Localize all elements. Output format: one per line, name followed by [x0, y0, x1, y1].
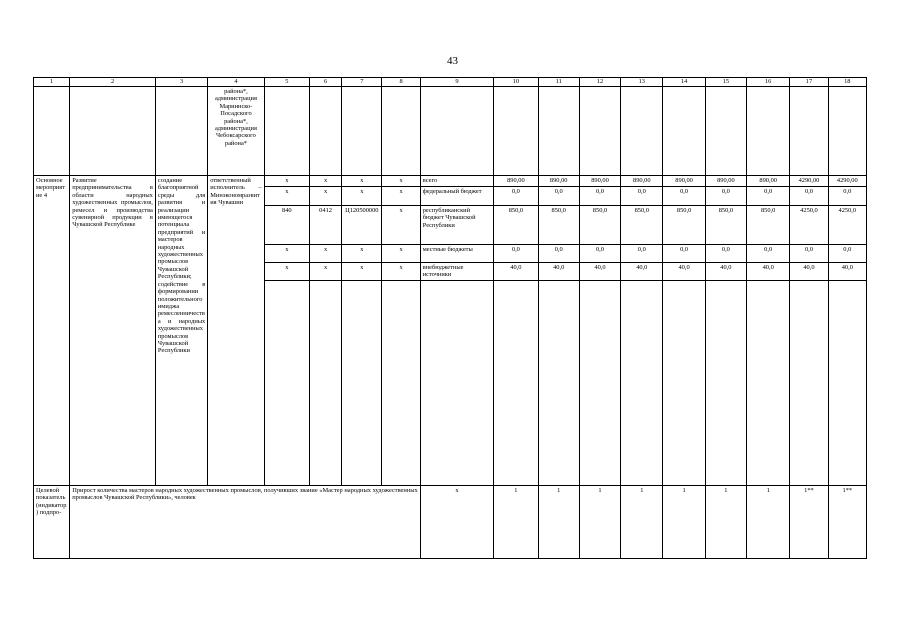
funding-source: внебюджетные источники [420, 263, 494, 281]
indicator-text: Прирост количества мастеров народных художественных промыслов, получивших звание «Мастер народных художественных промыслов Чувашской Республики», человек [70, 485, 420, 558]
column-header: 5 [264, 78, 309, 87]
event-label: Основное мероприятие 4 [34, 176, 70, 486]
event-goal: создание благоприятной среды для развития и реализации имеющегося потенциала предприятий и мастеров народных художественных промыслов Чувашской Республики; содействие в формировании положительного имиджа ремесленничества и народных художественных промыслов Чувашской Республики [155, 176, 207, 486]
column-header: 16 [747, 78, 790, 87]
funding-source: федеральный бюджет [420, 187, 494, 206]
funding-source: республиканский бюджет Чувашской Республики [420, 206, 494, 245]
column-header: 4 [208, 78, 264, 87]
table-row: х х х х внебюджетные источники 40,0 40,0 40,0 40,0 40,0 40,0 40,0 40,0 40,0 [34, 263, 867, 281]
column-header: 6 [309, 78, 341, 87]
funding-source: всего [420, 176, 494, 187]
header-row [34, 78, 867, 87]
column-header: 10 [494, 78, 538, 87]
indicator-label: Целевой показатель (индикатор) подпро- [34, 485, 70, 558]
column-header: 2 [70, 78, 156, 87]
column-header: 9 [420, 78, 494, 87]
table-row: х х х х федеральный бюджет 0,0 0,0 0,0 0,0 0,0 0,0 0,0 0,0 0,0 [34, 187, 867, 206]
column-header: 14 [663, 78, 705, 87]
funding-source: местные бюджеты [420, 245, 494, 263]
column-header: 12 [579, 78, 620, 87]
column-header: 1 [34, 78, 70, 87]
column-header: 8 [382, 78, 420, 87]
indicator-row: Целевой показатель (индикатор) подпро- Прирост количества мастеров народных художественных промыслов, получивших звание «Мастер народных художественных промыслов Чувашской Республики», человек х 1 1 1 1 1 1 1 1** 1** [34, 485, 867, 558]
column-header: 3 [155, 78, 207, 87]
column-header: 13 [621, 78, 663, 87]
column-header: 15 [705, 78, 746, 87]
table-row: х х х х местные бюджеты 0,0 0,0 0,0 0,0 0,0 0,0 0,0 0,0 0,0 [34, 245, 867, 263]
column-header: 7 [342, 78, 382, 87]
executor-continuation: района*, администрация Мариинско-Посадского района*, администрация Чебоксарского района* [208, 87, 264, 176]
event-name: Развитие предпринимательства в области народных художественных промыслов, ремесел и производства сувенирной продукции в Чувашской Республике [70, 176, 156, 486]
table-row: 840 0412 Ц120500000 х республиканский бюджет Чувашской Республики 850,0 850,0 850,0 850,0 850,0 850,0 850,0 4250,0 4250,0 [34, 206, 867, 245]
event-executor: ответственный исполнитель – Минэкономразвития Чувашии [208, 176, 264, 486]
column-header: 18 [828, 78, 866, 87]
budget-table [33, 77, 867, 559]
page-number: 43 [447, 55, 458, 67]
continuation-row [34, 87, 867, 176]
table-row: Основное мероприятие 4 Развитие предпринимательства в области народных художественных промыслов, ремесел и производства сувенирной продукции в Чувашской Республике создание благоприятной среды для развития и реализации имеющегося потенциала предприятий и мастеров народных художественных промыслов Чувашской Республики; содействие в формировании положительного имиджа ремесленничества и народных художественных промыслов Чувашской Республики ответственный исполнитель – Минэкономразвития Чувашии х х х х всего 890,00 890,00 890,00 890,00 890,00 890,00 890,00 4290,00 4290,00 [34, 176, 867, 187]
column-header: 11 [538, 78, 579, 87]
column-header: 17 [790, 78, 828, 87]
